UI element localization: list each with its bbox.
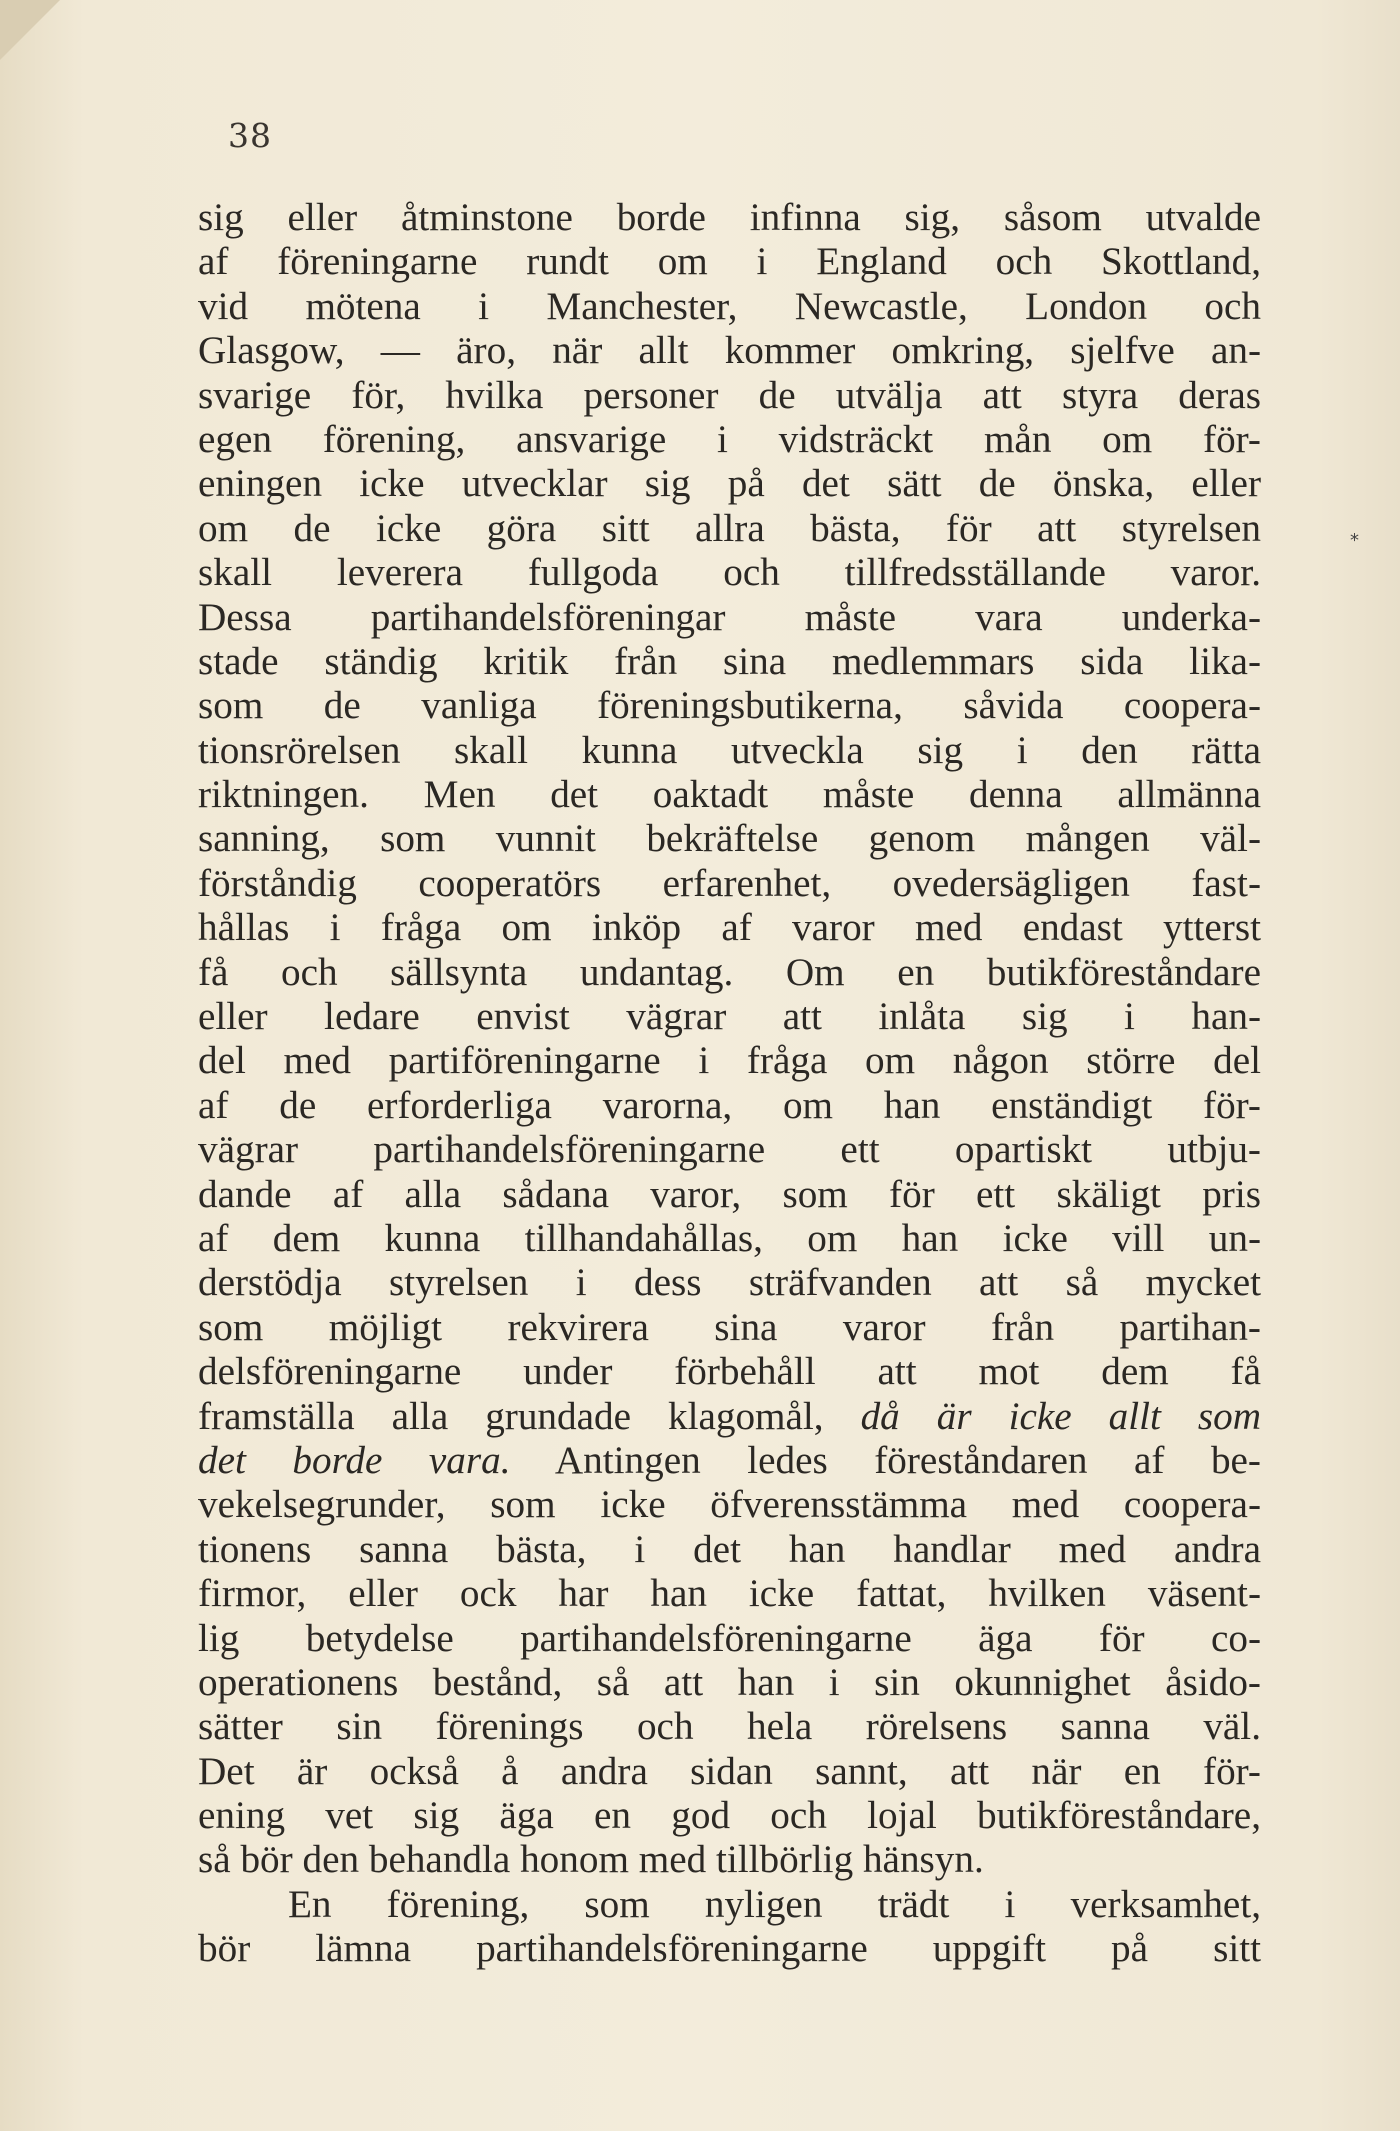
text-line: derstödja styrelsen i dess sträfvanden att så mycket xyxy=(198,1261,1261,1305)
text-line: svarige för, hvilka personer de utvälja att styra deras xyxy=(198,373,1261,417)
text-line: som möjligt rekvirera sina varor från partihan- xyxy=(198,1305,1261,1349)
text-span: Antingen ledes föreståndaren af be- xyxy=(510,1438,1261,1482)
text-line: operationens bestånd, så att han i sin okunnighet åsido- xyxy=(198,1660,1261,1704)
text-line-with-italic xyxy=(198,1439,1261,1483)
text-line: skall leverera fullgoda och tillfredsställande varor. xyxy=(198,551,1261,595)
text-line: stade ständig kritik från sina medlemmars sida lika- xyxy=(198,639,1261,683)
text-line: sätter sin förenings och hela rörelsens sanna väl. xyxy=(198,1705,1261,1749)
text-line: Dessa partihandelsföreningar måste vara underka- xyxy=(198,595,1261,639)
text-line: af dem kunna tillhandahållas, om han icke vill un- xyxy=(198,1216,1261,1260)
text-line: riktningen. Men det oaktadt måste denna allmänna xyxy=(198,773,1261,817)
text-line: eller ledare envist vägrar att inlåta sig i han- xyxy=(198,995,1261,1039)
text-line: som de vanliga föreningsbutikerna, såvida coopera- xyxy=(198,684,1261,728)
text-line: förståndig cooperatörs erfarenhet, ovedersägligen fast- xyxy=(198,861,1261,905)
text-line: sanning, som vunnit bekräftelse genom mången väl- xyxy=(198,817,1261,861)
text-line: del med partiföreningarne i fråga om någon större del xyxy=(198,1039,1261,1083)
text-line: delsföreningarne under förbehåll att mot dem få xyxy=(198,1350,1261,1394)
text-line: om de icke göra sitt allra bästa, för att styrelsen xyxy=(198,506,1261,550)
margin-mark: * xyxy=(1350,530,1359,551)
body-text xyxy=(198,196,1261,1972)
text-line: En förening, som nyligen trädt i verksamhet, xyxy=(288,1882,1261,1926)
text-line: tionens sanna bästa, i det han handlar med andra xyxy=(198,1527,1261,1571)
text-line: lig betydelse partihandelsföreningarne äga för co- xyxy=(198,1616,1261,1660)
text-line-with-italic xyxy=(198,1395,1261,1439)
text-line: bör lämna partihandelsföreningarne uppgift på sitt xyxy=(198,1927,1261,1971)
text-line: hållas i fråga om inköp af varor med endast ytterst xyxy=(198,906,1261,950)
text-line: så bör den behandla honom med tillbörlig hänsyn. xyxy=(198,1838,984,1882)
text-line: eningen icke utvecklar sig på det sätt de önska, eller xyxy=(198,462,1261,506)
text-line: Det är också å andra sidan sannt, att när en för- xyxy=(198,1749,1261,1793)
text-line: af föreningarne rundt om i England och Skottland, xyxy=(198,240,1261,284)
text-line: dande af alla sådana varor, som för ett skäligt pris xyxy=(198,1172,1261,1216)
text-line: egen förening, ansvarige i vidsträckt mån om för- xyxy=(198,417,1261,461)
page-number: 38 xyxy=(228,116,272,155)
page-corner-fold xyxy=(0,0,60,60)
text-span: framställa alla grundade klagomål, xyxy=(198,1394,861,1438)
text-line: Glasgow, — äro, när allt kommer omkring, sjelfve an- xyxy=(198,329,1261,373)
text-line: af de erforderliga varorna, om han enständigt för- xyxy=(198,1083,1261,1127)
text-line: få och sällsynta undantag. Om en butikföreståndare xyxy=(198,950,1261,994)
text-line: vid mötena i Manchester, Newcastle, London och xyxy=(198,284,1261,328)
text-line: tionsrörelsen skall kunna utveckla sig i den rätta xyxy=(198,728,1261,772)
text-line: firmor, eller ock har han icke fattat, hvilken väsent- xyxy=(198,1572,1261,1616)
text-line: vekelsegrunder, som icke öfverensstämma med coopera- xyxy=(198,1483,1261,1527)
italic-phrase: det borde vara. xyxy=(198,1438,511,1482)
italic-phrase: då är icke allt som xyxy=(860,1394,1261,1438)
text-line: sig eller åtminstone borde infinna sig, såsom utvalde xyxy=(198,196,1261,239)
text-line: vägrar partihandelsföreningarne ett opartiskt utbju- xyxy=(198,1128,1261,1172)
text-line: ening vet sig äga en god och lojal butikföreståndare, xyxy=(198,1794,1261,1838)
